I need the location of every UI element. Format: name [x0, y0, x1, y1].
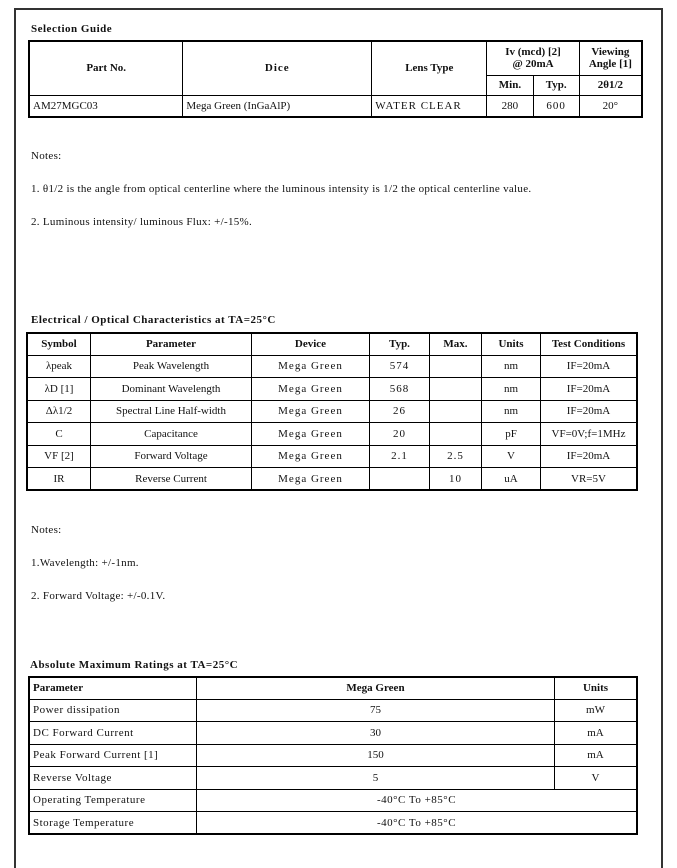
cell-symbol: λD [1] [27, 378, 91, 401]
header-symbol: Symbol [27, 333, 91, 355]
cell-device: Mega Green [252, 400, 370, 423]
cell-parameter: Capacitance [91, 423, 252, 446]
cell-parameter: Operating Temperature [29, 789, 197, 812]
cell-max [430, 355, 482, 378]
header-part-no: Part No. [29, 41, 183, 95]
cell-test-conditions: IF=20mA [541, 400, 638, 423]
cell-device: Mega Green [252, 445, 370, 468]
cell-test-conditions: IF=20mA [541, 445, 638, 468]
cell-parameter: Dominant Wavelength [91, 378, 252, 401]
cell-parameter: Forward Voltage [91, 445, 252, 468]
cell-typ: 2.1 [370, 445, 430, 468]
table-row [27, 400, 637, 423]
cell-max [430, 400, 482, 423]
cell-typ [370, 468, 430, 491]
table-row [29, 812, 637, 835]
cell-value: -40°C To +85°C [197, 789, 638, 812]
cell-dice: Mega Green (InGaAlP) [183, 95, 372, 117]
cell-value: -40°C To +85°C [197, 812, 638, 835]
header-min: Min. [487, 75, 533, 95]
table-row [29, 722, 637, 745]
note-line: 2. Forward Voltage: +/-0.1V. [31, 590, 166, 602]
cell-parameter: Peak Wavelength [91, 355, 252, 378]
cell-units: mA [555, 722, 638, 745]
cell-value: 5 [197, 767, 555, 790]
note-line: 2. Luminous intensity/ luminous Flux: +/-15%. [31, 216, 253, 228]
cell-units: uA [482, 468, 541, 491]
cell-max: 10 [430, 468, 482, 491]
cell-units: mW [555, 699, 638, 722]
cell-typ: 574 [370, 355, 430, 378]
header-units: Units [555, 677, 638, 699]
cell-symbol: VF [2] [27, 445, 91, 468]
cell-max [430, 423, 482, 446]
cell-angle: 20° [579, 95, 642, 117]
cell-parameter: Peak Forward Current [1] [29, 744, 197, 767]
cell-test-conditions: IF=20mA [541, 378, 638, 401]
header-test-conditions: Test Conditions [541, 333, 638, 355]
electrical-notes [31, 503, 165, 613]
cell-test-conditions: IF=20mA [541, 355, 638, 378]
note-line: Notes: [31, 150, 62, 162]
cell-units: nm [482, 400, 541, 423]
header-mega-green: Mega Green [197, 677, 555, 699]
header-typ: Typ. [533, 75, 579, 95]
cell-parameter: Power dissipation [29, 699, 197, 722]
electrical-table [26, 332, 638, 491]
note-line: 1.Wavelength: +/-1nm. [31, 557, 139, 569]
table-row [27, 355, 637, 378]
cell-device: Mega Green [252, 468, 370, 491]
absolute-title: Absolute Maximum Ratings at TA=25°C [30, 659, 239, 671]
header-device: Device [252, 333, 370, 355]
absolute-table [28, 676, 638, 835]
header-max: Max. [430, 333, 482, 355]
header-parameter: Parameter [91, 333, 252, 355]
header-viewing-angle: Viewing Angle [1] [579, 41, 642, 75]
cell-symbol: Δλ1/2 [27, 400, 91, 423]
table-row [29, 744, 637, 767]
header-parameter: Parameter [29, 677, 197, 699]
header-units: Units [482, 333, 541, 355]
header-iv: Iv (mcd) [2] @ 20mA [487, 41, 579, 75]
cell-test-conditions: VF=0V;f=1MHz [541, 423, 638, 446]
cell-units: mA [555, 744, 638, 767]
selection-notes [31, 129, 531, 239]
header-dice: Dice [183, 41, 372, 95]
cell-parameter: Reverse Voltage [29, 767, 197, 790]
cell-max [430, 378, 482, 401]
cell-min: 280 [487, 95, 533, 117]
cell-device: Mega Green [252, 355, 370, 378]
note-line: Notes: [31, 524, 62, 536]
selection-guide-title: Selection Guide [31, 23, 113, 35]
cell-test-conditions: VR=5V [541, 468, 638, 491]
cell-value: 30 [197, 722, 555, 745]
cell-symbol: C [27, 423, 91, 446]
table-row [29, 789, 637, 812]
table-row [27, 445, 637, 468]
note-line: 1. θ1/2 is the angle from optical centerline where the luminous intensity is 1/2 the optical centerline value. [31, 183, 532, 195]
cell-parameter: Spectral Line Half-width [91, 400, 252, 423]
cell-parameter: Storage Temperature [29, 812, 197, 835]
cell-symbol: λpeak [27, 355, 91, 378]
cell-typ: 600 [533, 95, 579, 117]
cell-value: 75 [197, 699, 555, 722]
table-row [27, 468, 637, 491]
cell-parameter: Reverse Current [91, 468, 252, 491]
cell-typ: 26 [370, 400, 430, 423]
electrical-title: Electrical / Optical Characteristics at TA=25°C [31, 314, 276, 326]
cell-value: 150 [197, 744, 555, 767]
cell-part-no: AM27MGC03 [29, 95, 183, 117]
cell-units: nm [482, 378, 541, 401]
header-typ: Typ. [370, 333, 430, 355]
table-row [27, 423, 637, 446]
cell-parameter: DC Forward Current [29, 722, 197, 745]
cell-max: 2.5 [430, 445, 482, 468]
cell-units: V [555, 767, 638, 790]
cell-units: nm [482, 355, 541, 378]
header-lens-type: Lens Type [372, 41, 487, 95]
cell-symbol: IR [27, 468, 91, 491]
table-row [29, 767, 637, 790]
selection-guide-table [28, 40, 643, 118]
table-row [27, 378, 637, 401]
cell-units: pF [482, 423, 541, 446]
table-row [29, 699, 637, 722]
header-half-angle: 2θ1/2 [579, 75, 642, 95]
cell-device: Mega Green [252, 378, 370, 401]
cell-lens-type: WATER CLEAR [372, 95, 487, 117]
cell-device: Mega Green [252, 423, 370, 446]
cell-typ: 568 [370, 378, 430, 401]
cell-units: V [482, 445, 541, 468]
cell-typ: 20 [370, 423, 430, 446]
table-row [29, 95, 642, 117]
